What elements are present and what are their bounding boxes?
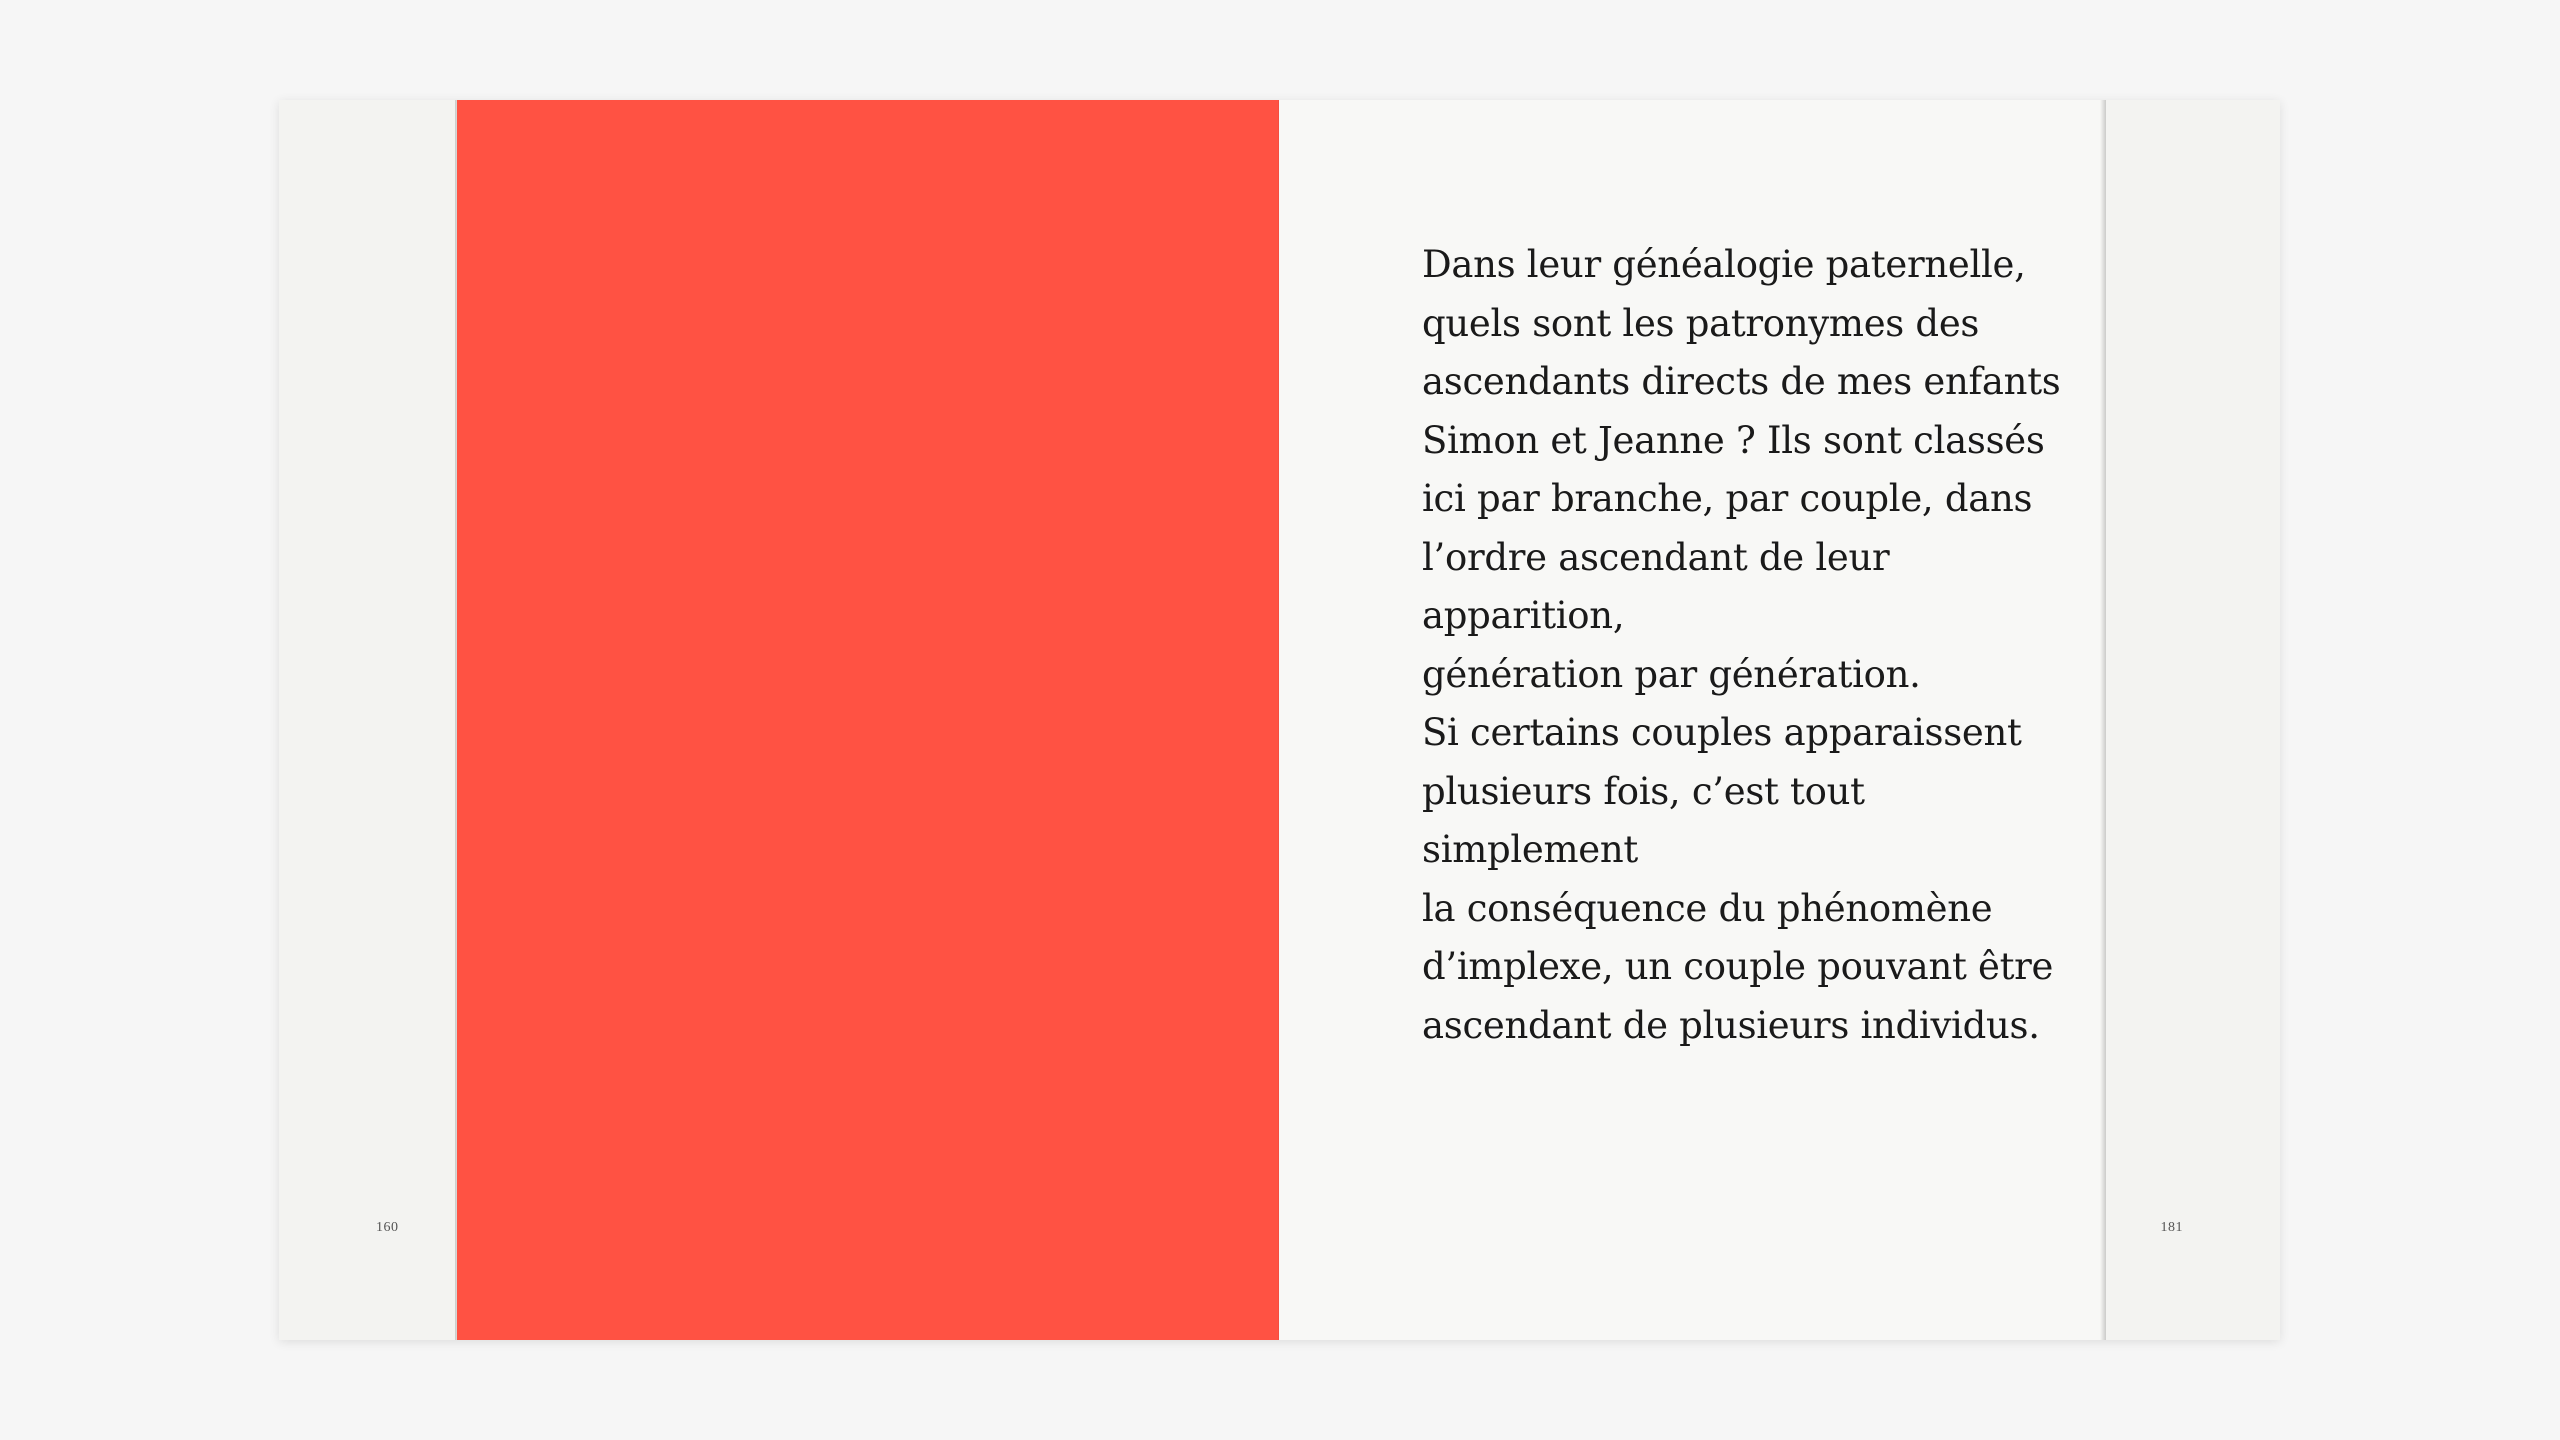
left-page [279,100,1279,1340]
left-page-number: 160 [376,1220,399,1235]
paragraph-2: Si certains couples apparaissent plusieurs fois, c’est tout simplement la conséquence du phénomène d’implexe, un couple pouvant être ascendant de plusieurs individus. [1422,711,2054,1047]
right-page-number: 181 [2160,1220,2183,1235]
right-page-margin [2106,100,2280,1340]
body-text [1422,236,2082,1055]
book-spread [279,100,2280,1340]
left-page-margin [279,100,455,1340]
red-color-block [457,100,1279,1340]
paragraph-1: Dans leur généalogie paternelle, quels sont les patronymes des ascendants directs de mes enfants Simon et Jeanne ? Ils sont classés ici par branche, par couple, dans l’ordre ascendant de leur apparition, génération par génération. [1422,243,2061,696]
